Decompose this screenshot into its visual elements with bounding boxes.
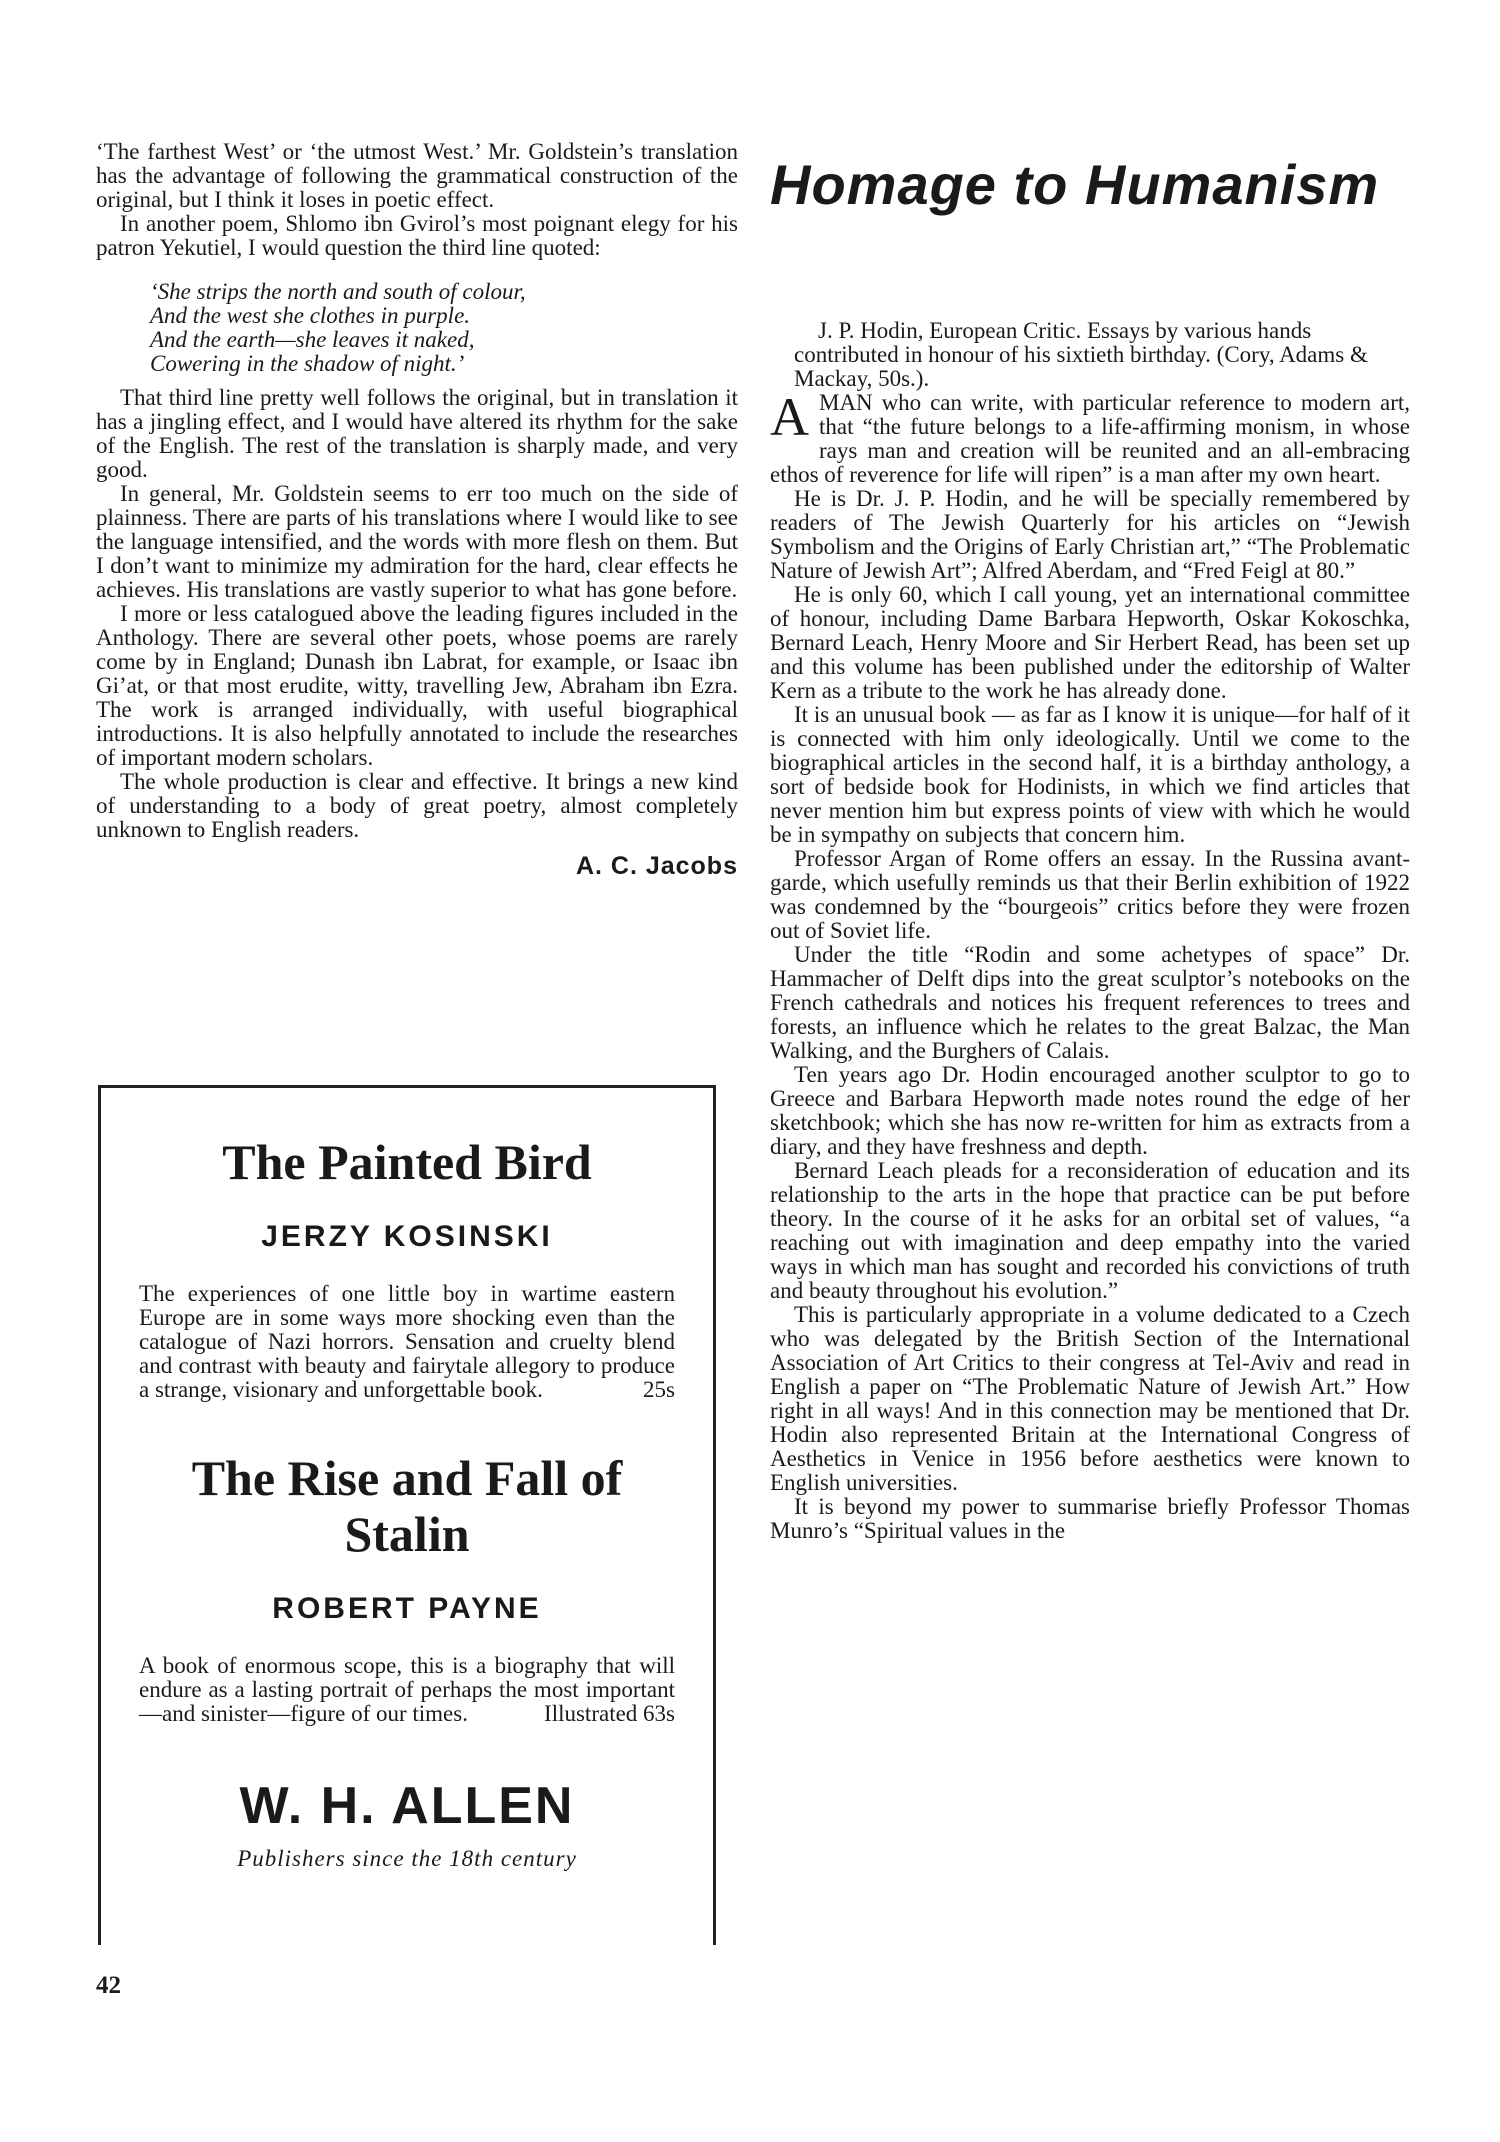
review-paragraph: The whole production is clear and effective. It brings a new kind of understanding to a body of great poetry, almost completely unknown to English readers. xyxy=(96,769,738,842)
verse-line: And the west she clothes in purple. xyxy=(150,303,471,328)
article-paragraph: Ten years ago Dr. Hodin encouraged another sculptor to go to Greece and Barbara Hepworth made notes round the edge of her sketchbook; which she has now re-written for him as extracts from a diary, and they have freshness and depth. xyxy=(770,1062,1410,1159)
ad-book-blurb: The experiences of one little boy in wartime eastern Europe are in some ways more shocking even than the catalogue of Nazi horrors. Sensation and cruelty blend and contrast with beauty and fairytale allegory to produce a strange, visionary and unforgettable book. 25s xyxy=(139,1281,675,1402)
ad-book-title: The Painted Bird xyxy=(222,1134,592,1190)
drop-cap: A xyxy=(770,387,809,447)
article-paragraph: Under the title “Rodin and some achetypes of space” Dr. Hammacher of Delft dips into the great sculptor’s notebooks on the French cathedrals and notices his frequent references to trees and forests, an influence which he relates to the great Balzac, the Man Walking, and the Burghers of Calais. xyxy=(770,942,1410,1063)
review-paragraph: In general, Mr. Goldstein seems to err too much on the side of plainness. There are parts of his translations where I would like to see the language intensified, and the words with more flesh on them. But I don’t want to minimize my admiration for the hard, clear effects he achieves. His translations are vastly superior to what has gone before. xyxy=(96,481,738,602)
article-paragraph: AMAN who can write, with particular reference to modern art, that “the future belongs to a life-affirming monism, in whose rays man and creation will be reunited and an all-embracing ethos of reverence for life will ripen” is a man after my own heart. xyxy=(770,387,1410,487)
publisher-advertisement xyxy=(98,1085,716,1945)
review-author: A. C. Jacobs xyxy=(575,852,738,880)
page-number: 42 xyxy=(96,1972,121,1999)
article-paragraph: It is beyond my power to summarise briefly Professor Thomas Munro’s “Spiritual values in the xyxy=(770,1494,1410,1543)
article-title: Homage to Humanism xyxy=(770,153,1380,216)
article-paragraph: He is Dr. J. P. Hodin, and he will be specially remembered by readers of The Jewish Quarterly for his articles on “Jewish Symbolism and the Origins of Early Christian art,” “The Problematic Nature of Jewish Art”; Alfred Aberdam, and “Fred Feigl at 80.” xyxy=(770,486,1410,583)
ad-book-author: JERZY KOSINSKI xyxy=(261,1220,553,1253)
book-reference: J. P. Hodin, European Critic. Essays by various hands contributed in honour of his sixtieth birthday. (Cory, Adams & Mackay, 50s.). xyxy=(794,318,1368,391)
ad-publisher-tagline: Publishers since the 18th century xyxy=(237,1846,577,1871)
article-paragraph: It is an unusual book — as far as I know it is unique—for half of it is connected with him only ideologically. Until we come to the biographical articles in the second half, it is a birthday anthology, a sort of bedside book for Hodinists, in which we find articles that never mention him but express points of view with which he would be in sympathy on subjects that concern him. xyxy=(770,702,1410,847)
article-paragraph: He is only 60, which I call young, yet an international committee of honour, including Dame Barbara Hepworth, Oskar Kokoschka, Bernard Leach, Henry Moore and Sir Herbert Read, has been set up and this volume has been published under the editorship of Walter Kern as a tribute to the work he has already done. xyxy=(770,582,1410,703)
review-column xyxy=(96,140,738,878)
article-paragraph: This is particularly appropriate in a volume dedicated to a Czech who was delegated by the British Section of the International Association of Art Critics to their congress at Tel-Aviv and read in English a paper on “The Problematic Nature of Jewish Art.” How right in all ways! And in this connection may be mentioned that Dr. Hodin also represented Britain at the International Congress of Aesthetics in Venice in 1956 before aesthetics were known to English universities. xyxy=(770,1302,1410,1495)
verse-line: Cowering in the shadow of night.’ xyxy=(150,351,465,376)
review-paragraph: I more or less catalogued above the leading figures included in the Anthology. There are several other poets, whose poems are rarely come by in England; Dunash ibn Labrat, for example, or Isaac ibn Gi’at, or that most erudite, witty, travelling Jew, Abraham ibn Ezra. The work is arranged individually, with useful biographical introductions. It is also helpfully annotated to include the researches of important modern scholars. xyxy=(96,601,738,770)
ad-book-title: The Rise and Fall of Stalin xyxy=(191,1450,623,1562)
article-column xyxy=(770,155,1410,1543)
quoted-verse xyxy=(150,280,738,376)
review-paragraph: ‘The farthest West’ or ‘the utmost West.’ Mr. Goldstein’s translation has the advantage of following the grammatical construction of the original, but I think it loses in poetic effect. xyxy=(96,139,738,212)
review-paragraph: In another poem, Shlomo ibn Gvirol’s most poignant elegy for his patron Yekutiel, I would question the third line quoted: xyxy=(96,211,738,260)
verse-line: And the earth—she leaves it naked, xyxy=(150,327,475,352)
ad-book-blurb: A book of enormous scope, this is a biography that will endure as a lasting portrait of perhaps the most important—and sinister—figure of our times. Illustrated 63s xyxy=(139,1653,675,1726)
ad-publisher-name: W. H. ALLEN xyxy=(239,1777,575,1835)
review-paragraph: That third line pretty well follows the original, but in translation it has a jingling effect, and I would have altered its rhythm for the sake of the English. The rest of the translation is sharply made, and very good. xyxy=(96,385,738,482)
ad-book-price: Illustrated 63s xyxy=(544,1701,675,1726)
verse-line: ‘She strips the north and south of colour, xyxy=(150,279,526,304)
article-paragraph: Professor Argan of Rome offers an essay. In the Russina avant-garde, which usefully reminds us that their Berlin exhibition of 1922 was condemned by the “bourgeois” critics before they were frozen out of Soviet life. xyxy=(770,846,1410,943)
ad-book-author: ROBERT PAYNE xyxy=(272,1592,542,1625)
ad-book-price: 25s xyxy=(643,1377,675,1402)
article-paragraph: Bernard Leach pleads for a reconsideration of education and its relationship to the arts in the hope that practice can be put before theory. In the course of it he asks for an orbital set of values, “a reaching out with imagination and deep empathy into the varied ways in which man has sought and recorded his convictions of truth and beauty throughout his evolution.” xyxy=(770,1158,1410,1303)
